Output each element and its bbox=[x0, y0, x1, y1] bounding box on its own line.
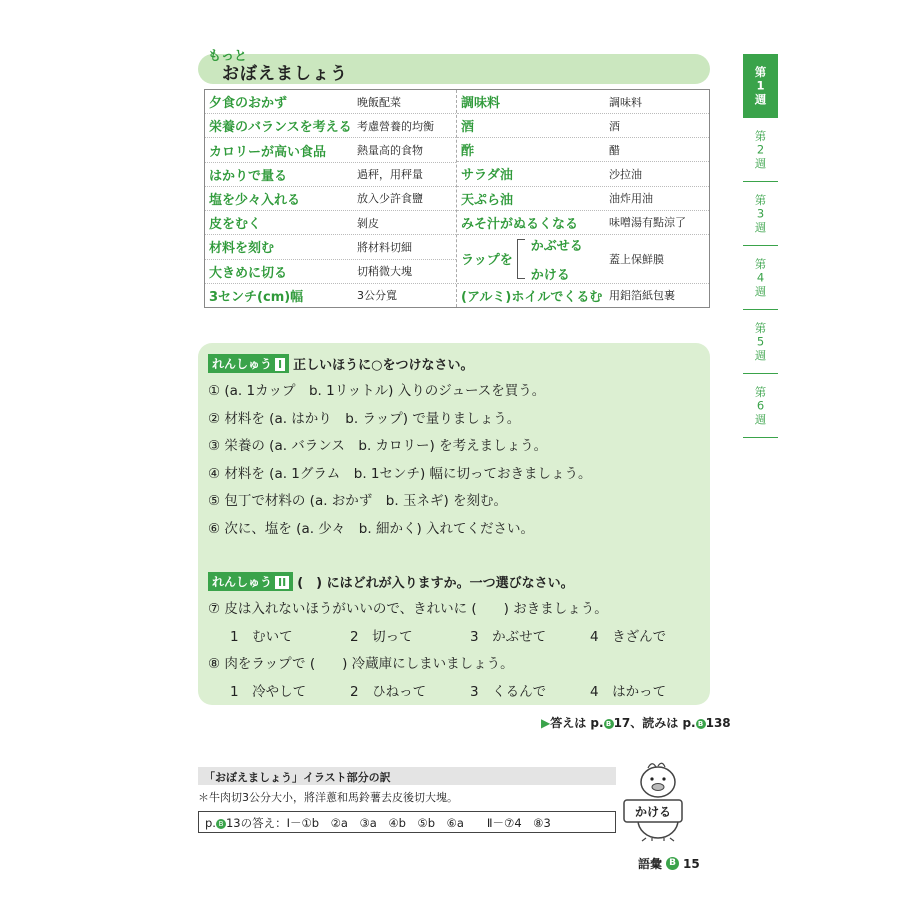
illustration-note-text: ＊牛肉切3公分大小，將洋蔥和馬鈴薯去皮後切大塊。 bbox=[198, 791, 458, 804]
vocab-zh: 過秤，用秤量 bbox=[357, 168, 423, 182]
triangle-arrow-icon: ▶ bbox=[541, 716, 551, 730]
vocab-row bbox=[205, 211, 456, 235]
vocab-jp: (アルミ)ホイルでくるむ bbox=[461, 289, 603, 305]
exercise-tag-label: れんしゅう bbox=[212, 575, 273, 589]
vocab-jp: みそ汁がぬるくなる bbox=[461, 216, 579, 232]
answer-option: 3 かぶせて bbox=[470, 629, 547, 645]
vocab-zh: 油炸用油 bbox=[609, 192, 653, 206]
question-1: ① (a. 1カップ b. 1リットル) 入りのジュースを買う。 bbox=[208, 383, 546, 399]
vocab-row bbox=[457, 90, 709, 114]
vocab-jp: 夕食のおかず bbox=[209, 96, 288, 112]
question-2: ② 材料を (a. はかり b. ラップ) で量りましょう。 bbox=[208, 411, 521, 427]
tab-week-3[interactable] bbox=[743, 182, 778, 246]
vocab-zh: 熱量高的食物 bbox=[357, 144, 423, 158]
vocab-zh: 放入少許食鹽 bbox=[357, 192, 423, 206]
answer-reference bbox=[541, 714, 731, 731]
week-tabs bbox=[743, 54, 778, 438]
exercise-2-heading bbox=[208, 572, 574, 591]
header-title: おぼえましょう bbox=[222, 64, 348, 84]
vocab-jp: はかりで量る bbox=[209, 168, 288, 184]
vocab-jp: 材料を刻む bbox=[209, 241, 275, 257]
vocab-zh: 用鋁箔紙包裹 bbox=[609, 289, 675, 303]
vocab-jp: 3センチ(cm)幅 bbox=[209, 289, 304, 305]
wrap-group bbox=[461, 235, 609, 283]
tab-label: 第2週 bbox=[753, 129, 768, 170]
question-5: ⑤ 包丁で材料の (a. おかず b. 玉ネギ) を刻む。 bbox=[208, 493, 508, 509]
vocab-row bbox=[205, 114, 456, 138]
vocab-row bbox=[205, 284, 456, 307]
header-subtitle: もっと bbox=[208, 49, 248, 64]
exercise-1-heading bbox=[208, 354, 473, 373]
vocab-zh: 剝皮 bbox=[357, 216, 379, 230]
tab-label: 第1週 bbox=[753, 65, 768, 106]
vocab-column-right bbox=[457, 90, 709, 307]
vocab-zh: 蓋上保鮮膜 bbox=[609, 252, 664, 266]
exercise-number: I bbox=[275, 358, 285, 371]
vocab-zh: 醋 bbox=[609, 143, 620, 157]
vocab-jp: サラダ油 bbox=[461, 168, 513, 184]
page-footer bbox=[638, 855, 700, 872]
mascot-sign-text: かける bbox=[634, 805, 672, 819]
vocab-jp: 酢 bbox=[461, 144, 475, 160]
exercise-instruction: ( ) にはどれが入りますか。一つ選びなさい。 bbox=[297, 576, 574, 591]
tab-label: 第3週 bbox=[753, 193, 768, 234]
exercise-number: II bbox=[275, 576, 289, 589]
vocab-jp: カロリーが高い食品 bbox=[209, 144, 327, 160]
vocab-zh: 晚飯配菜 bbox=[357, 95, 401, 109]
bracket-shape bbox=[517, 239, 525, 279]
vocab-jp: 調味料 bbox=[461, 96, 501, 112]
illustration-note-heading: 「おぼえましょう」イラスト部分の訳 bbox=[198, 767, 616, 785]
vocab-row bbox=[457, 187, 709, 211]
vocab-row bbox=[457, 114, 709, 138]
vocab-zh: 將材料切細 bbox=[357, 240, 412, 254]
answer-ref-text: 138 bbox=[705, 716, 731, 730]
wrap-option: かぶせる bbox=[530, 238, 583, 254]
question-7: ⑦ 皮は入れないほうがいいので、きれいに ( ) おきましょう。 bbox=[208, 601, 608, 617]
answers-text: 13の答え：Ⅰ－①b ②a ③a ④b ⑤b ⑥a Ⅱ－⑦4 ⑧3 bbox=[225, 816, 551, 830]
footer-label: 語彙 bbox=[638, 857, 663, 871]
question-7-options bbox=[230, 625, 710, 645]
vocab-zh: 沙拉油 bbox=[609, 167, 642, 181]
vocab-row bbox=[205, 187, 456, 211]
vocab-zh: 味噌湯有點涼了 bbox=[609, 216, 686, 230]
tab-week-1[interactable] bbox=[743, 54, 778, 118]
b-badge-icon: B bbox=[696, 719, 706, 729]
answers-prefix: p. bbox=[205, 816, 216, 830]
vocab-jp: 大きめに切る bbox=[209, 265, 288, 281]
vocab-row bbox=[205, 90, 456, 114]
question-8-options bbox=[230, 680, 710, 700]
question-4: ④ 材料を (a. 1グラム b. 1センチ) 幅に切っておきましょう。 bbox=[208, 466, 592, 482]
question-3: ③ 栄養の (a. バランス b. カロリー) を考えましょう。 bbox=[208, 438, 548, 454]
b-badge-icon: B bbox=[216, 819, 226, 829]
vocab-row bbox=[205, 138, 456, 162]
vocab-zh: 酒 bbox=[609, 119, 620, 133]
tab-week-4[interactable] bbox=[743, 246, 778, 310]
tab-week-5[interactable] bbox=[743, 310, 778, 374]
page-number: 15 bbox=[683, 856, 700, 871]
answer-option: 2 ひねって bbox=[350, 684, 427, 700]
vocab-row bbox=[457, 138, 709, 162]
previous-answers-box bbox=[198, 811, 616, 833]
vocab-table bbox=[204, 89, 710, 308]
vocab-jp: 天ぷら油 bbox=[461, 192, 514, 208]
tab-label: 第4週 bbox=[753, 257, 768, 298]
answer-option: 2 切って bbox=[350, 629, 413, 645]
vocab-zh: 3公分寬 bbox=[357, 289, 397, 303]
vocab-zh: 調味料 bbox=[609, 95, 642, 109]
question-8: ⑧ 肉をラップで ( ) 冷蔵庫にしまいましょう。 bbox=[208, 656, 514, 672]
answer-option: 1 むいて bbox=[230, 629, 293, 645]
tab-label: 第6週 bbox=[753, 385, 768, 426]
vocab-jp: 皮をむく bbox=[209, 217, 262, 233]
tab-week-6[interactable] bbox=[743, 374, 778, 438]
vocab-row bbox=[457, 162, 709, 186]
exercise-instruction: 正しいほうに○をつけなさい。 bbox=[293, 358, 474, 373]
exercise-tag-label: れんしゅう bbox=[212, 357, 273, 371]
tab-label: 第5週 bbox=[753, 321, 768, 362]
tab-week-2[interactable] bbox=[743, 118, 778, 182]
exercise-tag bbox=[208, 572, 293, 591]
vocab-jp: 塩を少々入れる bbox=[209, 192, 301, 208]
question-6: ⑥ 次に、塩を (a. 少々 b. 細かく) 入れてください。 bbox=[208, 521, 535, 537]
b-badge-icon: B bbox=[666, 857, 679, 870]
vocab-row bbox=[457, 211, 709, 235]
vocab-row bbox=[457, 284, 709, 307]
answer-option: 4 はかって bbox=[590, 684, 667, 700]
answer-ref-text: 17、読みは p. bbox=[613, 716, 696, 730]
vocab-row bbox=[205, 260, 456, 284]
vocab-row bbox=[205, 163, 456, 187]
answer-option: 1 冷やして bbox=[230, 684, 307, 700]
exercise-tag bbox=[208, 354, 289, 373]
wrap-option: かける bbox=[530, 267, 570, 283]
vocab-jp: 栄養のバランスを考える bbox=[209, 120, 352, 136]
b-badge-icon: B bbox=[604, 719, 614, 729]
vocab-zh: 考慮營養的均衡 bbox=[357, 119, 434, 133]
answer-option: 4 きざんで bbox=[590, 629, 667, 645]
vocab-row-wrap bbox=[457, 235, 709, 284]
vocab-jp: 酒 bbox=[461, 120, 475, 136]
vocab-zh: 切稍微大塊 bbox=[357, 265, 412, 279]
wrap-options bbox=[531, 235, 583, 283]
bird-mascot-icon bbox=[618, 760, 696, 842]
wrap-lead: ラップを bbox=[461, 253, 513, 269]
answer-ref-text: 答えは p. bbox=[550, 716, 604, 730]
answer-option: 3 くるんで bbox=[470, 684, 547, 700]
vocab-column-left bbox=[205, 90, 457, 307]
vocab-row bbox=[205, 235, 456, 259]
